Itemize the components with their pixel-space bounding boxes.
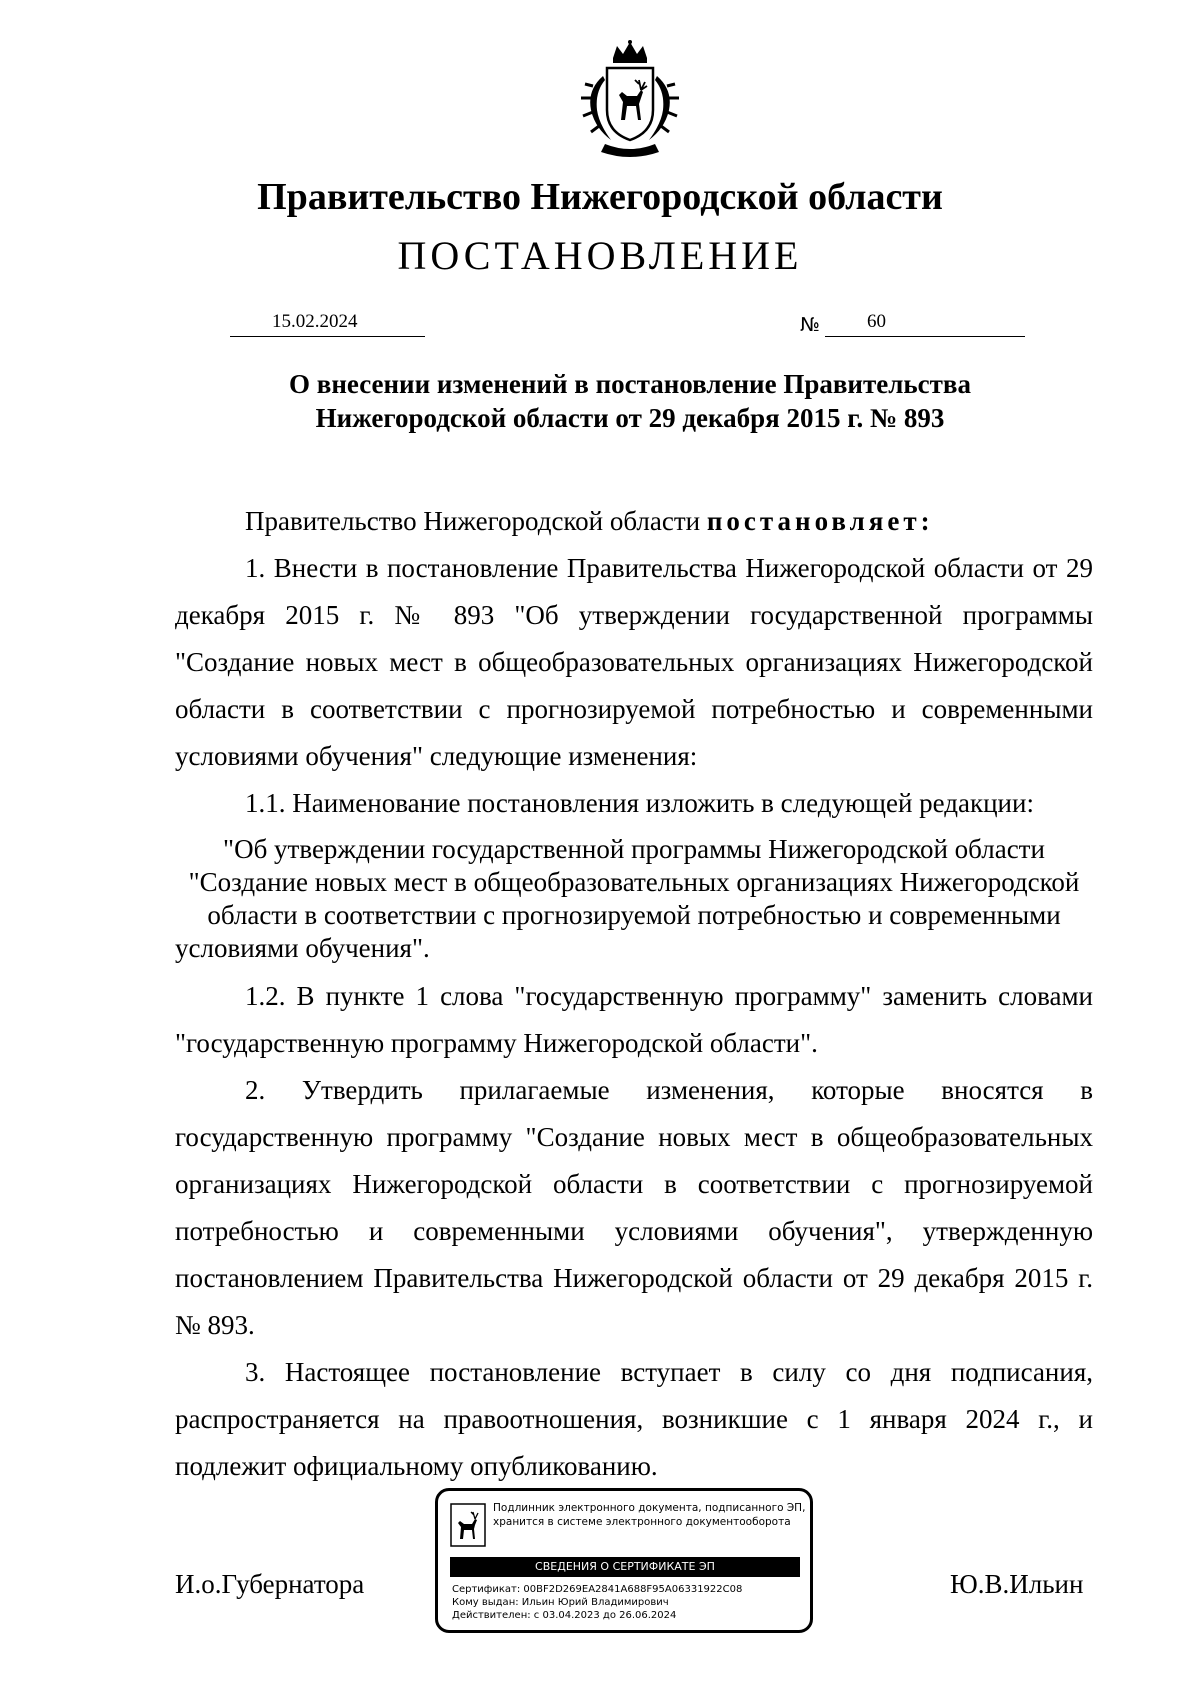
certificate-label: Сертификат: [452,1584,521,1595]
valid-row [452,1609,802,1622]
paragraph-1-1: 1.1. Наименование постановления изложить в следующей редакции: [245,788,1034,818]
valid-value: с 03.04.2023 до 26.06.2024 [533,1610,677,1621]
paragraph-1-2: 1.2. В пункте 1 слова "государственную программу" заменить словами "государственную программу Нижегородской области". [175,981,1093,1058]
certificate-value: 00BF2D269EA2841A688F95A06331922C08 [523,1584,743,1595]
valid-label: Действителен: [452,1610,531,1621]
coat-of-arms-icon [575,40,685,158]
signer-name: Ю.В.Ильин [950,1569,1084,1599]
signer-role: И.о.Губернатора [175,1569,365,1599]
certificate-info-bar: СВЕДЕНИЯ О СЕРТИФИКАТЕ ЭП [450,1557,800,1577]
intro-verb: постановляет: [706,506,934,536]
intro-prefix: Правительство Нижегородской области [245,506,701,536]
intro-paragraph [175,498,1093,545]
document-body [175,498,1093,1490]
document-type: ПОСТАНОВЛЕНИЕ [397,233,803,278]
paragraph-3: 3. Настоящее постановление вступает в силу со дня подписания, распространяется на правоотношения, возникшие с 1 января 2024 г., и подлежит официальному опубликованию. [175,1357,1093,1481]
organization-title: Правительство Нижегородской области [257,176,943,218]
stamp-text-line-1: Подлинник электронного документа, подписанного ЭП, [493,1502,806,1514]
document-number: 60 [867,311,886,332]
quoted-title: "Об утверждении государственной программы Нижегородской области "Создание новых мест в общеобразовательных организациях Нижегородской области в соответствии с прогнозируемой потребностью и современными условиями обучения". [175,834,1080,963]
document-date: 15.02.2024 [272,311,358,332]
paragraph-2: 2. Утвердить прилагаемые изменения, которые вносятся в государственную программу "Создание новых мест в общеобразовательных организациях Нижегородской области в соответствии с прогнозируемой потребностью и современными условиями обучения", утвержденную постановлением Правительства Нижегородской области от 29 декабря 2015 г. № 893. [175,1075,1093,1340]
document-number-field [825,310,1025,337]
deer-logo-icon [450,1503,486,1547]
stamp-text-line-2: хранится в системе электронного документооборота [493,1516,791,1528]
electronic-signature-stamp [435,1488,813,1633]
subject-line-1: О внесении изменений в постановление Правительства [289,369,971,399]
certificate-row [452,1583,802,1596]
paragraph-1: 1. Внести в постановление Правительства Нижегородской области от 29 декабря 2015 г. № 893 "Об утверждении государственной программы "Создание новых мест в общеобразовательных организациях Нижегородской области в соответствии с прогнозируемой потребностью и современными условиями обучения" следующие изменения: [175,553,1093,771]
document-subject [160,367,1100,435]
subject-line-2: Нижегородской области от 29 декабря 2015 г. № 893 [315,403,945,433]
issued-to-value: Ильин Юрий Владимирович [521,1597,669,1608]
number-sign: № [800,314,820,336]
issued-to-label: Кому выдан: [452,1597,519,1608]
document-date-field [230,310,425,337]
issued-to-row [452,1596,802,1609]
